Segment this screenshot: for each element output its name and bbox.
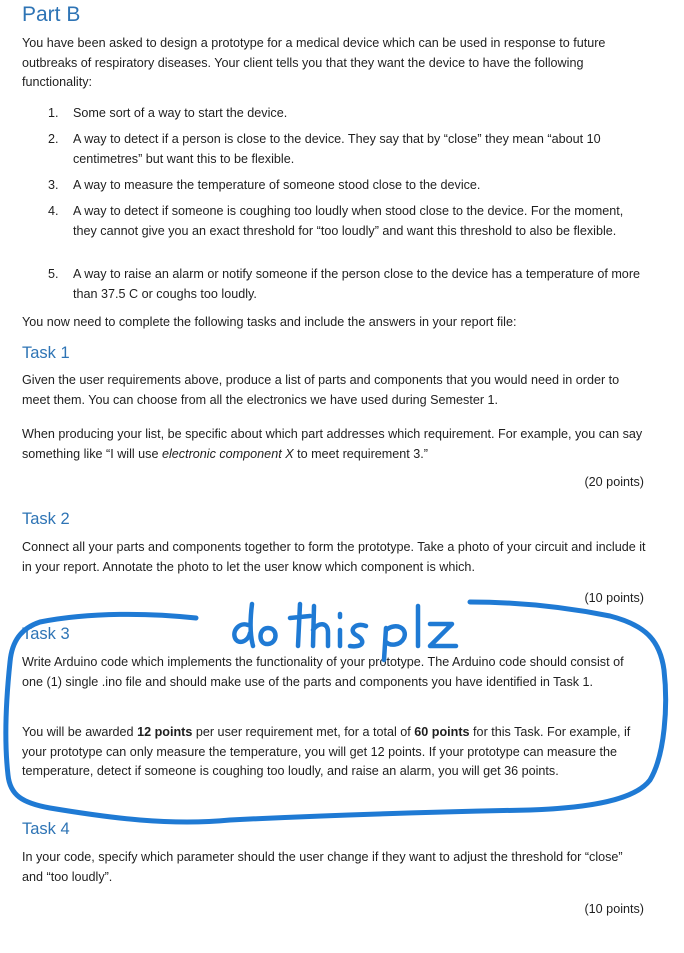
task1-example-paragraph — [22, 425, 647, 464]
task2-paragraph: Connect all your parts and components together to form the prototype. Take a photo of your circuit and include it in your report. Annotate the photo to let the user know which component is which. — [22, 540, 646, 574]
requirement-text: Some sort of a way to start the device. — [73, 106, 288, 120]
requirement-number: 5. — [48, 267, 59, 281]
task4-points: (10 points) — [584, 902, 644, 916]
task3-scoring-paragraph — [22, 723, 647, 782]
task3-scoring-text: You will be awarded — [22, 725, 138, 739]
requirement-number: 3. — [48, 178, 59, 192]
handwriting-do-this-plz — [234, 604, 456, 660]
task3-scoring-text-end: for this Task. For example, if your prototype can only measure the temperature, you will get 12 points. If your prototype can measure the temperature, detect if someone is coughing too loudly, and raise an alarm, you will get 36 points. — [22, 725, 631, 778]
task4-heading: Task 4 — [22, 820, 70, 838]
task3-total-points: 60 points — [414, 725, 470, 739]
task1-paragraph: Given the user requirements above, produce a list of parts and components that you would need in order to meet them. You can choose from all the electronics we have used during Semester 1. — [22, 373, 620, 407]
requirement-text: A way to measure the temperature of someone stood close to the device. — [73, 178, 481, 192]
task4-paragraph: In your code, specify which parameter should the user change if they want to adjust the threshold for “close” and “too loudly”. — [22, 850, 623, 884]
task1-heading: Task 1 — [22, 344, 70, 362]
ink-circle-outline — [6, 602, 666, 822]
requirement-number: 2. — [48, 132, 59, 146]
requirement-text: A way to raise an alarm or notify someone if the person close to the device has a temperature of more than 37.5 C or coughs too loudly. — [73, 267, 641, 301]
requirement-text: A way to detect if a person is close to the device. They say that by “close” they mean “about 10 centimetres” but want this to be flexible. — [73, 132, 601, 166]
part-title: Part B — [22, 3, 81, 26]
task3-points-per-requirement: 12 points — [137, 725, 193, 739]
task3-heading: Task 3 — [22, 625, 70, 643]
requirement-number: 1. — [48, 106, 59, 120]
tasks-intro: You now need to complete the following tasks and include the answers in your report file: — [22, 315, 517, 329]
task2-points: (10 points) — [584, 591, 644, 605]
task2-heading: Task 2 — [22, 510, 70, 528]
task1-example-emphasis: electronic component X — [161, 446, 294, 461]
task1-example-text-end: to meet requirement 3.” — [293, 446, 428, 461]
intro-paragraph: You have been asked to design a prototype for a medical device which can be used in response to future outbreaks of respiratory diseases. Your client tells you that they want the device to have the following functionality: — [22, 36, 606, 89]
task3-scoring-text-mid: per user requirement met, for a total of — [192, 725, 415, 739]
task1-example-text: When producing your list, be specific about which part addresses which requirement. For example, you can say something like “I will use — [22, 427, 643, 461]
requirement-number: 4. — [48, 204, 59, 218]
requirement-text: A way to detect if someone is coughing too loudly when stood close to the device. For the moment, they cannot give you an exact threshold for “too loudly” and want this threshold to also be flexible. — [73, 204, 624, 238]
task3-paragraph: Write Arduino code which implements the functionality of your prototype. The Arduino code should consist of one (1) single .ino file and should make use of the parts and components you have identified in Task 1. — [22, 655, 624, 689]
task1-points: (20 points) — [584, 475, 644, 489]
